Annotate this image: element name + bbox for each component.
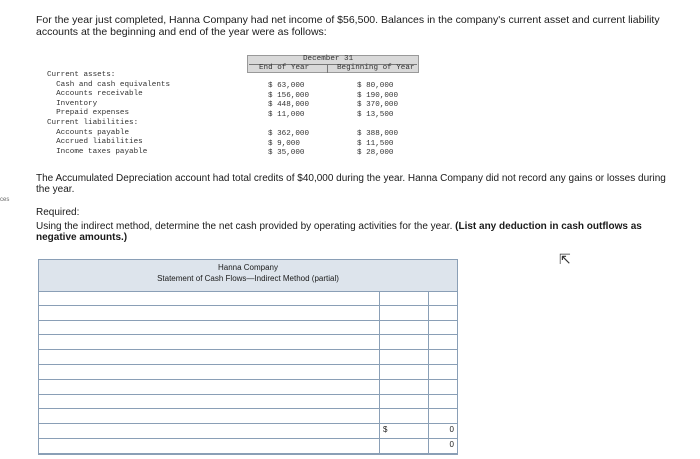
end-value: $ 11,000	[268, 110, 305, 119]
worksheet-amount-input[interactable]	[380, 380, 429, 394]
worksheet-description-input[interactable]	[39, 350, 380, 364]
worksheet-amount-input[interactable]	[380, 439, 429, 453]
side-tab-fragment: ces	[0, 197, 10, 203]
worksheet-total-cell[interactable]	[429, 306, 457, 320]
begin-value: $ 388,000	[357, 129, 399, 138]
worksheet-row	[39, 335, 457, 350]
worksheet-description-input[interactable]	[39, 395, 380, 409]
worksheet-description-input[interactable]	[39, 291, 380, 305]
worksheet-amount-input[interactable]	[380, 350, 429, 364]
worksheet-description-input[interactable]	[39, 439, 380, 453]
header-beginning-of-year: Beginning of Year	[337, 64, 415, 72]
depreciation-note: The Accumulated Depreciation account had total credits of $40,000 during the year. Hanna Company did not record any gains or losses during the year.	[36, 173, 666, 195]
worksheet-total-cell[interactable]	[429, 365, 457, 379]
worksheet-row	[39, 395, 457, 410]
worksheet-header	[39, 260, 457, 292]
problem-intro: For the year just completed, Hanna Company had net income of $56,500. Balances in the company's current asset and current liability accounts at the beginning and end of the year were as follows:	[36, 14, 660, 38]
begin-value: $ 370,000	[357, 101, 399, 110]
worksheet-total-cell[interactable]	[429, 380, 457, 394]
worksheet-amount-input[interactable]	[380, 335, 429, 349]
header-end-of-year: End of Year	[259, 64, 310, 72]
header-december: December 31	[303, 55, 354, 63]
worksheet-company: Hanna Company	[217, 263, 279, 272]
worksheet-total-cell[interactable]	[429, 350, 457, 364]
worksheet-amount-input[interactable]	[380, 365, 429, 379]
end-of-year-values	[268, 82, 309, 159]
required-title: Required:	[36, 207, 80, 218]
worksheet-total-cell[interactable]	[429, 321, 457, 335]
balance-labels	[47, 71, 170, 157]
mouse-cursor-icon: ⇱	[559, 251, 571, 267]
worksheet-row	[39, 439, 457, 454]
worksheet-description-input[interactable]	[39, 380, 380, 394]
header-column-separator	[327, 65, 328, 73]
row-label: Prepaid expenses	[47, 109, 130, 118]
worksheet-description-input[interactable]	[39, 409, 380, 423]
worksheet-amount-input[interactable]	[380, 291, 429, 305]
row-label: Current liabilities:	[47, 118, 139, 127]
begin-value: $ 80,000	[357, 82, 394, 90]
worksheet-description-input[interactable]	[39, 424, 380, 438]
total-value: 0	[449, 440, 454, 449]
worksheet-row	[39, 291, 457, 306]
worksheet-row	[39, 380, 457, 395]
worksheet-description-input[interactable]	[39, 306, 380, 320]
required-instruction: Using the indirect method, determine the net cash provided by operating activities for the year.	[36, 221, 453, 232]
end-value: $ 63,000	[268, 82, 305, 90]
worksheet-total-cell[interactable]	[429, 395, 457, 409]
worksheet-total-cell[interactable]	[429, 424, 457, 438]
row-label: Accrued liabilities	[47, 138, 143, 147]
worksheet-title: Statement of Cash Flows—Indirect Method (partial)	[157, 274, 339, 283]
required-text	[36, 221, 666, 243]
worksheet-description-input[interactable]	[39, 335, 380, 349]
row-label: Inventory	[47, 99, 98, 108]
begin-value: $ 13,500	[357, 110, 394, 119]
end-value: $ 156,000	[268, 91, 310, 100]
begin-value: $ 11,500	[357, 139, 394, 148]
worksheet-total-cell[interactable]	[429, 439, 457, 453]
worksheet-amount-input[interactable]	[380, 321, 429, 335]
worksheet-amount-input[interactable]	[380, 306, 429, 320]
worksheet-row	[39, 306, 457, 321]
end-value: $ 362,000	[268, 129, 310, 138]
begin-value: $ 28,000	[357, 149, 394, 158]
worksheet-row	[39, 321, 457, 336]
required-note: (List any deduction in cash outflows as negative amounts.)	[36, 221, 642, 243]
worksheet-amount-input[interactable]	[380, 395, 429, 409]
worksheet-description-input[interactable]	[39, 365, 380, 379]
worksheet-row	[39, 350, 457, 365]
total-value: 0	[449, 425, 454, 435]
worksheet-total-cell[interactable]	[429, 409, 457, 423]
worksheet-amount-input[interactable]	[380, 409, 429, 423]
worksheet-description-input[interactable]	[39, 321, 380, 335]
beginning-of-year-values	[357, 82, 398, 159]
cash-flow-worksheet	[38, 259, 458, 455]
row-label: Accounts payable	[47, 128, 130, 137]
row-label: Income taxes payable	[47, 147, 148, 156]
worksheet-row	[39, 424, 457, 439]
end-value: $ 9,000	[268, 139, 300, 148]
row-label: Current assets:	[47, 71, 116, 79]
worksheet-total-cell[interactable]	[429, 335, 457, 349]
worksheet-row	[39, 365, 457, 380]
worksheet-total-cell[interactable]	[429, 291, 457, 305]
end-value: $ 35,000	[268, 149, 305, 158]
end-value: $ 448,000	[268, 101, 310, 110]
begin-value: $ 190,000	[357, 91, 399, 100]
row-label: Cash and cash equivalents	[47, 80, 171, 89]
row-label: Accounts receivable	[47, 90, 143, 99]
worksheet-amount-input[interactable]	[380, 424, 429, 438]
dollar-sign: $	[383, 425, 388, 435]
worksheet-row	[39, 409, 457, 424]
